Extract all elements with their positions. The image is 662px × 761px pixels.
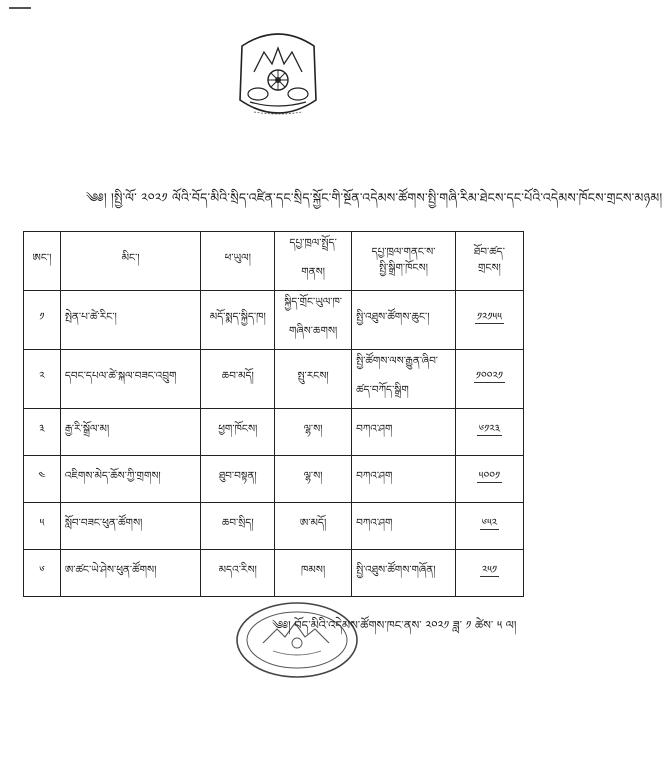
table-row <box>24 291 524 350</box>
row-place: ཕྱག་ཁོངས། <box>201 409 275 456</box>
row-votes-value: ༥༠༠༡ <box>478 469 501 482</box>
row-name: རྒྱ་རི་སྒྲོལ་མ། <box>60 409 201 456</box>
row-votes-value: ༦༡༢༣ <box>478 422 501 435</box>
row-votes-value: ༡༠༠༢༡ <box>475 369 504 382</box>
row-name: སྤེན་པ་ཚེ་རིང་། <box>60 291 201 350</box>
row-job: སྤུ་རངས། <box>275 350 352 409</box>
row-job: ཨ་མདོ། <box>275 503 352 550</box>
table-row <box>24 350 524 409</box>
header-constituency <box>352 232 456 291</box>
row-no: ༥ <box>24 503 61 550</box>
row-constituency: བཀའ་ཤག <box>352 409 456 456</box>
row-place: ཐུབ་བསྟན། <box>201 456 275 503</box>
row-no: ༢ <box>24 350 61 409</box>
row-place: ཆབ་སྲིད། <box>201 503 275 550</box>
row-place: ཆབ་མདོ། <box>201 350 275 409</box>
row-constituency: སྤྱི་འཐུས་ཚོགས་ཆུང་། <box>352 291 456 350</box>
row-votes <box>455 350 523 409</box>
row-job: སྐྱིད་གྲོང་ཡུལ་ཁ་གཞིས་ཆགས། <box>275 291 352 350</box>
table-row <box>24 409 524 456</box>
row-votes <box>455 291 523 350</box>
row-constituency: སྤྱི་ཚོགས་ལས་རྒྱུན་ཞིབ་ཚད་བཀོད་སྒྲིག <box>352 350 456 409</box>
row-name: འཇིགས་མེད་ཆོས་ཀྱི་གྲགས། <box>60 456 201 503</box>
header-place: ཕ་ཡུལ། <box>201 232 275 291</box>
central-tibetan-administration-emblem-icon <box>232 28 324 124</box>
row-no: ༦ <box>24 550 61 597</box>
page-top-mark <box>9 7 31 9</box>
row-constituency: སྤྱི་འཐུས་ཚོགས་གཞོན། <box>352 550 456 597</box>
table-row <box>24 503 524 550</box>
signature-date-line: ༄༅། བོད་མིའི་འདེམས་ཚོགས་ཁང་ནས་ ༢༠༢༡ ཟླ་ ༡ ཚེས་ ༥ ལ། <box>272 618 517 632</box>
row-votes-value: ༢༥༡ <box>481 563 498 576</box>
row-no: ༤ <box>24 456 61 503</box>
row-constituency: བཀའ་ཤག <box>352 456 456 503</box>
row-votes <box>455 409 523 456</box>
row-name: ཨ་ཚང་ཡེ་ཤེས་ཕུན་ཚོགས། <box>60 550 201 597</box>
row-place: མདའ་རིས། <box>201 550 275 597</box>
table-row <box>24 456 524 503</box>
header-votes <box>455 232 523 291</box>
results-table <box>23 231 524 597</box>
header-constituency-line2: སྤྱི་སྒྲིག་ཁོངས། <box>379 262 428 274</box>
row-votes <box>455 550 523 597</box>
row-no: ༡ <box>24 291 61 350</box>
row-name: དབང་དཔལ་ཚེ་སྐལ་བཟང་འབྲུག <box>60 350 201 409</box>
header-votes-line2: གྲངས། <box>478 262 501 274</box>
row-job: ཁམས། <box>275 550 352 597</box>
row-votes <box>455 456 523 503</box>
row-job: ལྷ་ས། <box>275 409 352 456</box>
row-votes-value: ༦༥༢ <box>481 516 498 529</box>
header-votes-line1: ཐོབ་ཚད་ <box>473 246 505 259</box>
header-job: དཔྱ་ཁྲལ་སྤྲོད་གནས། <box>275 232 352 291</box>
header-constituency-line1: དཔྱ་ཁྲལ་གནང་ས་ <box>371 246 436 259</box>
table-header-row <box>24 232 524 291</box>
row-votes-value: ༡༢༡༥༥ <box>476 310 502 323</box>
row-votes <box>455 503 523 550</box>
row-no: ༣ <box>24 409 61 456</box>
row-place: མདོ་སྨད་སྐྱིད་ཁ། <box>201 291 275 350</box>
row-constituency: བཀའ་ཤག <box>352 503 456 550</box>
header-name: མིང་། <box>60 232 201 291</box>
table-row <box>24 550 524 597</box>
row-name: སློབ་བཟང་ཕུན་ཚོགས། <box>60 503 201 550</box>
header-no: ཨང་། <box>24 232 61 291</box>
document-title: ༄༅། །སྤྱི་ལོ་ ༢༠༢༡ ལོའི་བོད་མིའི་སྲིད་འཛིན་དང་སྲིད་སྐྱོང་གི་སྔོན་འདེམས་ཚོགས་སྤྱི་གཞི་རིམ་ཐེངས་དང་པོའི་འདེམས་ཁོངས་གྲངས་མཉམ། <box>86 190 662 205</box>
row-job: ལྷ་ས། <box>275 456 352 503</box>
